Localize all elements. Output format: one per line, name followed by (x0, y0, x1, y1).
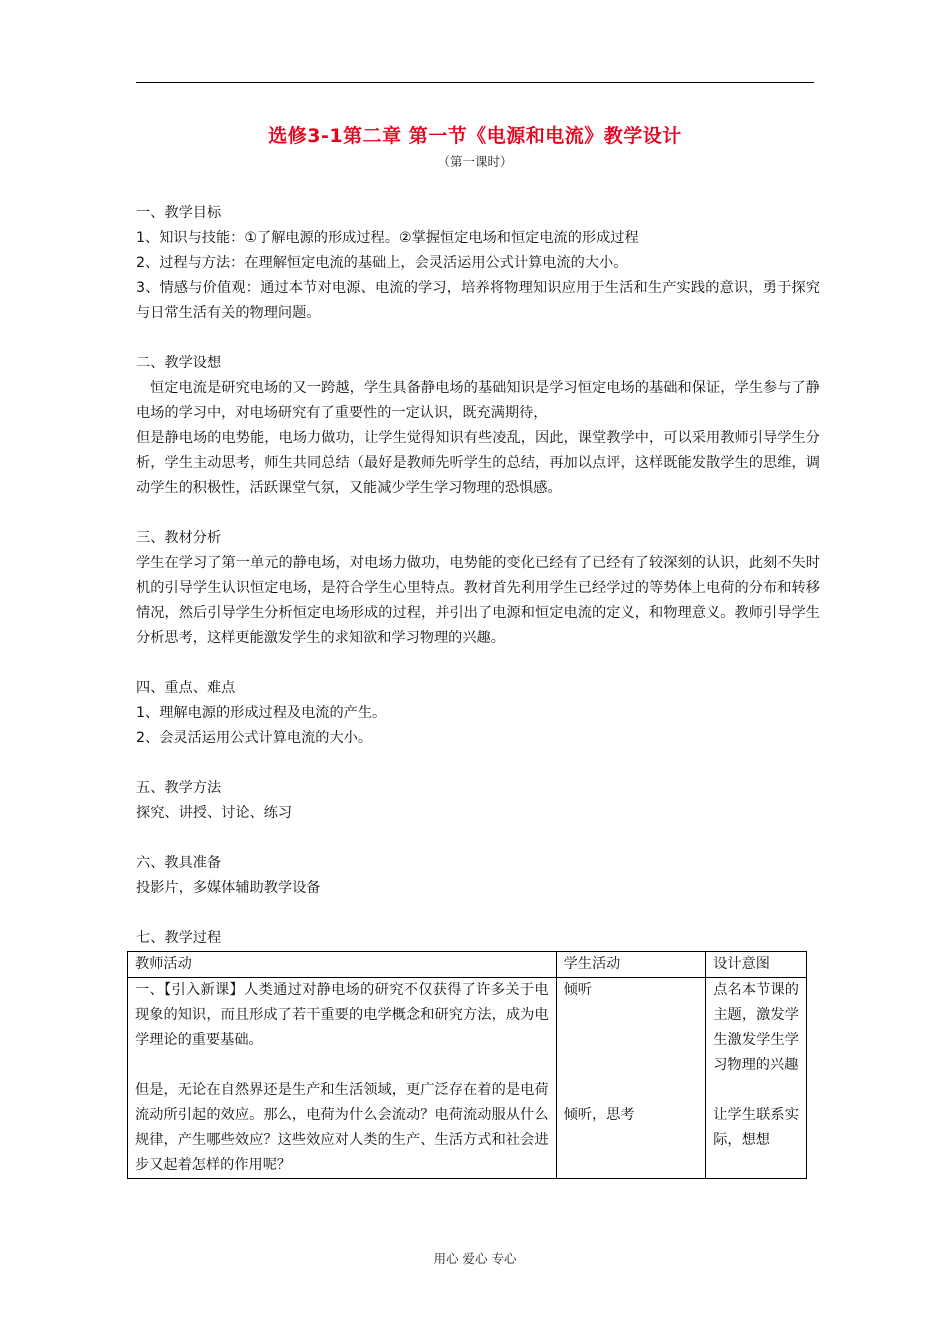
table-header-student: 学生活动 (556, 952, 706, 978)
teacher-activity-paragraph-1: 一、【引入新课】人类通过对静电场的研究不仅获得了许多关于电现象的知识，而且形成了若干重要的电学概念和研究方法，成为电学理论的重要基础。 (135, 982, 549, 1048)
section-heading-tools: 六、教具准备 (136, 855, 222, 871)
concept-paragraph-2: 但是静电场的电势能，电场力做功，让学生觉得知识有些凌乱，因此，课堂教学中，可以采用教师引导学生分析，学生主动思考，师生共同总结（最好是教师先听学生的总结，再加以点评，这样既能发散学生的思维，调动学生的积极性，活跃课堂气氛，又能减少学生学习物理的恐惧感。 (136, 430, 820, 496)
student-activity-1: 倾听 (563, 982, 592, 998)
document-body (136, 201, 820, 1179)
header-rule (136, 82, 814, 83)
keypoint-line-2: 2、会灵活运用公式计算电流的大小。 (136, 730, 373, 746)
section-heading-concept: 二、教学设想 (136, 355, 222, 371)
document-title: 选修3-1第二章 第一节《电源和电流》教学设计 (268, 125, 682, 147)
tools-text: 投影片，多媒体辅助教学设备 (136, 880, 321, 896)
section-heading-analysis: 三、教材分析 (136, 530, 222, 546)
page-footer: 用心 爱心 专心 (433, 1251, 517, 1266)
design-intent-cell (706, 978, 807, 1179)
process-table (127, 951, 807, 1179)
goal-line-3: 3、情感与价值观：通过本节对电源、电流的学习，培养将物理知识应用于生活和生产实践的意识，勇于探究与日常生活有关的物理问题。 (136, 280, 820, 321)
section-heading-keypoints: 四、重点、难点 (136, 680, 236, 696)
section-heading-process: 七、教学过程 (136, 930, 222, 946)
table-header-teacher: 教师活动 (128, 952, 557, 978)
document-subtitle: （第一课时） (437, 154, 513, 169)
keypoint-line-1: 1、理解电源的形成过程及电流的产生。 (136, 705, 387, 721)
table-row (128, 978, 807, 1179)
goal-line-2: 2、过程与方法：在理解恒定电流的基础上，会灵活运用公式计算电流的大小。 (136, 255, 628, 271)
table-header-intent: 设计意图 (706, 952, 807, 978)
design-intent-2: 让学生联系实际，想想 (713, 1107, 799, 1148)
student-activity-cell (556, 978, 706, 1179)
section-heading-goals: 一、教学目标 (136, 205, 222, 221)
table-header-row (128, 952, 807, 978)
goal-line-1: 1、知识与技能：①了解电源的形成过程。②掌握恒定电场和恒定电流的形成过程 (136, 230, 639, 246)
teacher-activity-cell (128, 978, 557, 1179)
methods-text: 探究、讲授、讨论、练习 (136, 805, 293, 821)
concept-paragraph-1: 恒定电流是研究电场的又一跨越，学生具备静电场的基础知识是学习恒定电场的基础和保证，学生参与了静电场的学习中，对电场研究有了重要性的一定认识，既充满期待， (136, 380, 820, 421)
student-activity-2: 倾听，思考 (563, 1107, 635, 1123)
section-heading-methods: 五、教学方法 (136, 780, 222, 796)
teacher-activity-paragraph-2: 但是，无论在自然界还是生产和生活领域，更广泛存在着的是电荷流动所引起的效应。那么，电荷为什么会流动？电荷流动服从什么规律，产生哪些效应？这些效应对人类的生产、生活方式和社会进步又起着怎样的作用呢？ (135, 1082, 549, 1173)
analysis-paragraph: 学生在学习了第一单元的静电场，对电场力做功，电势能的变化已经有了已经有了较深刻的认识，此刻不失时机的引导学生认识恒定电场，是符合学生心里特点。教材首先利用学生已经学过的等势体上电荷的分布和转移情况，然后引导学生分析恒定电场形成的过程，并引出了电源和恒定电流的定义，和物理意义。教师引导学生分析思考，这样更能激发学生的求知欲和学习物理的兴趣。 (136, 555, 820, 646)
design-intent-1: 点名本节课的主题，激发学生激发学生学习物理的兴趣 (713, 982, 799, 1073)
